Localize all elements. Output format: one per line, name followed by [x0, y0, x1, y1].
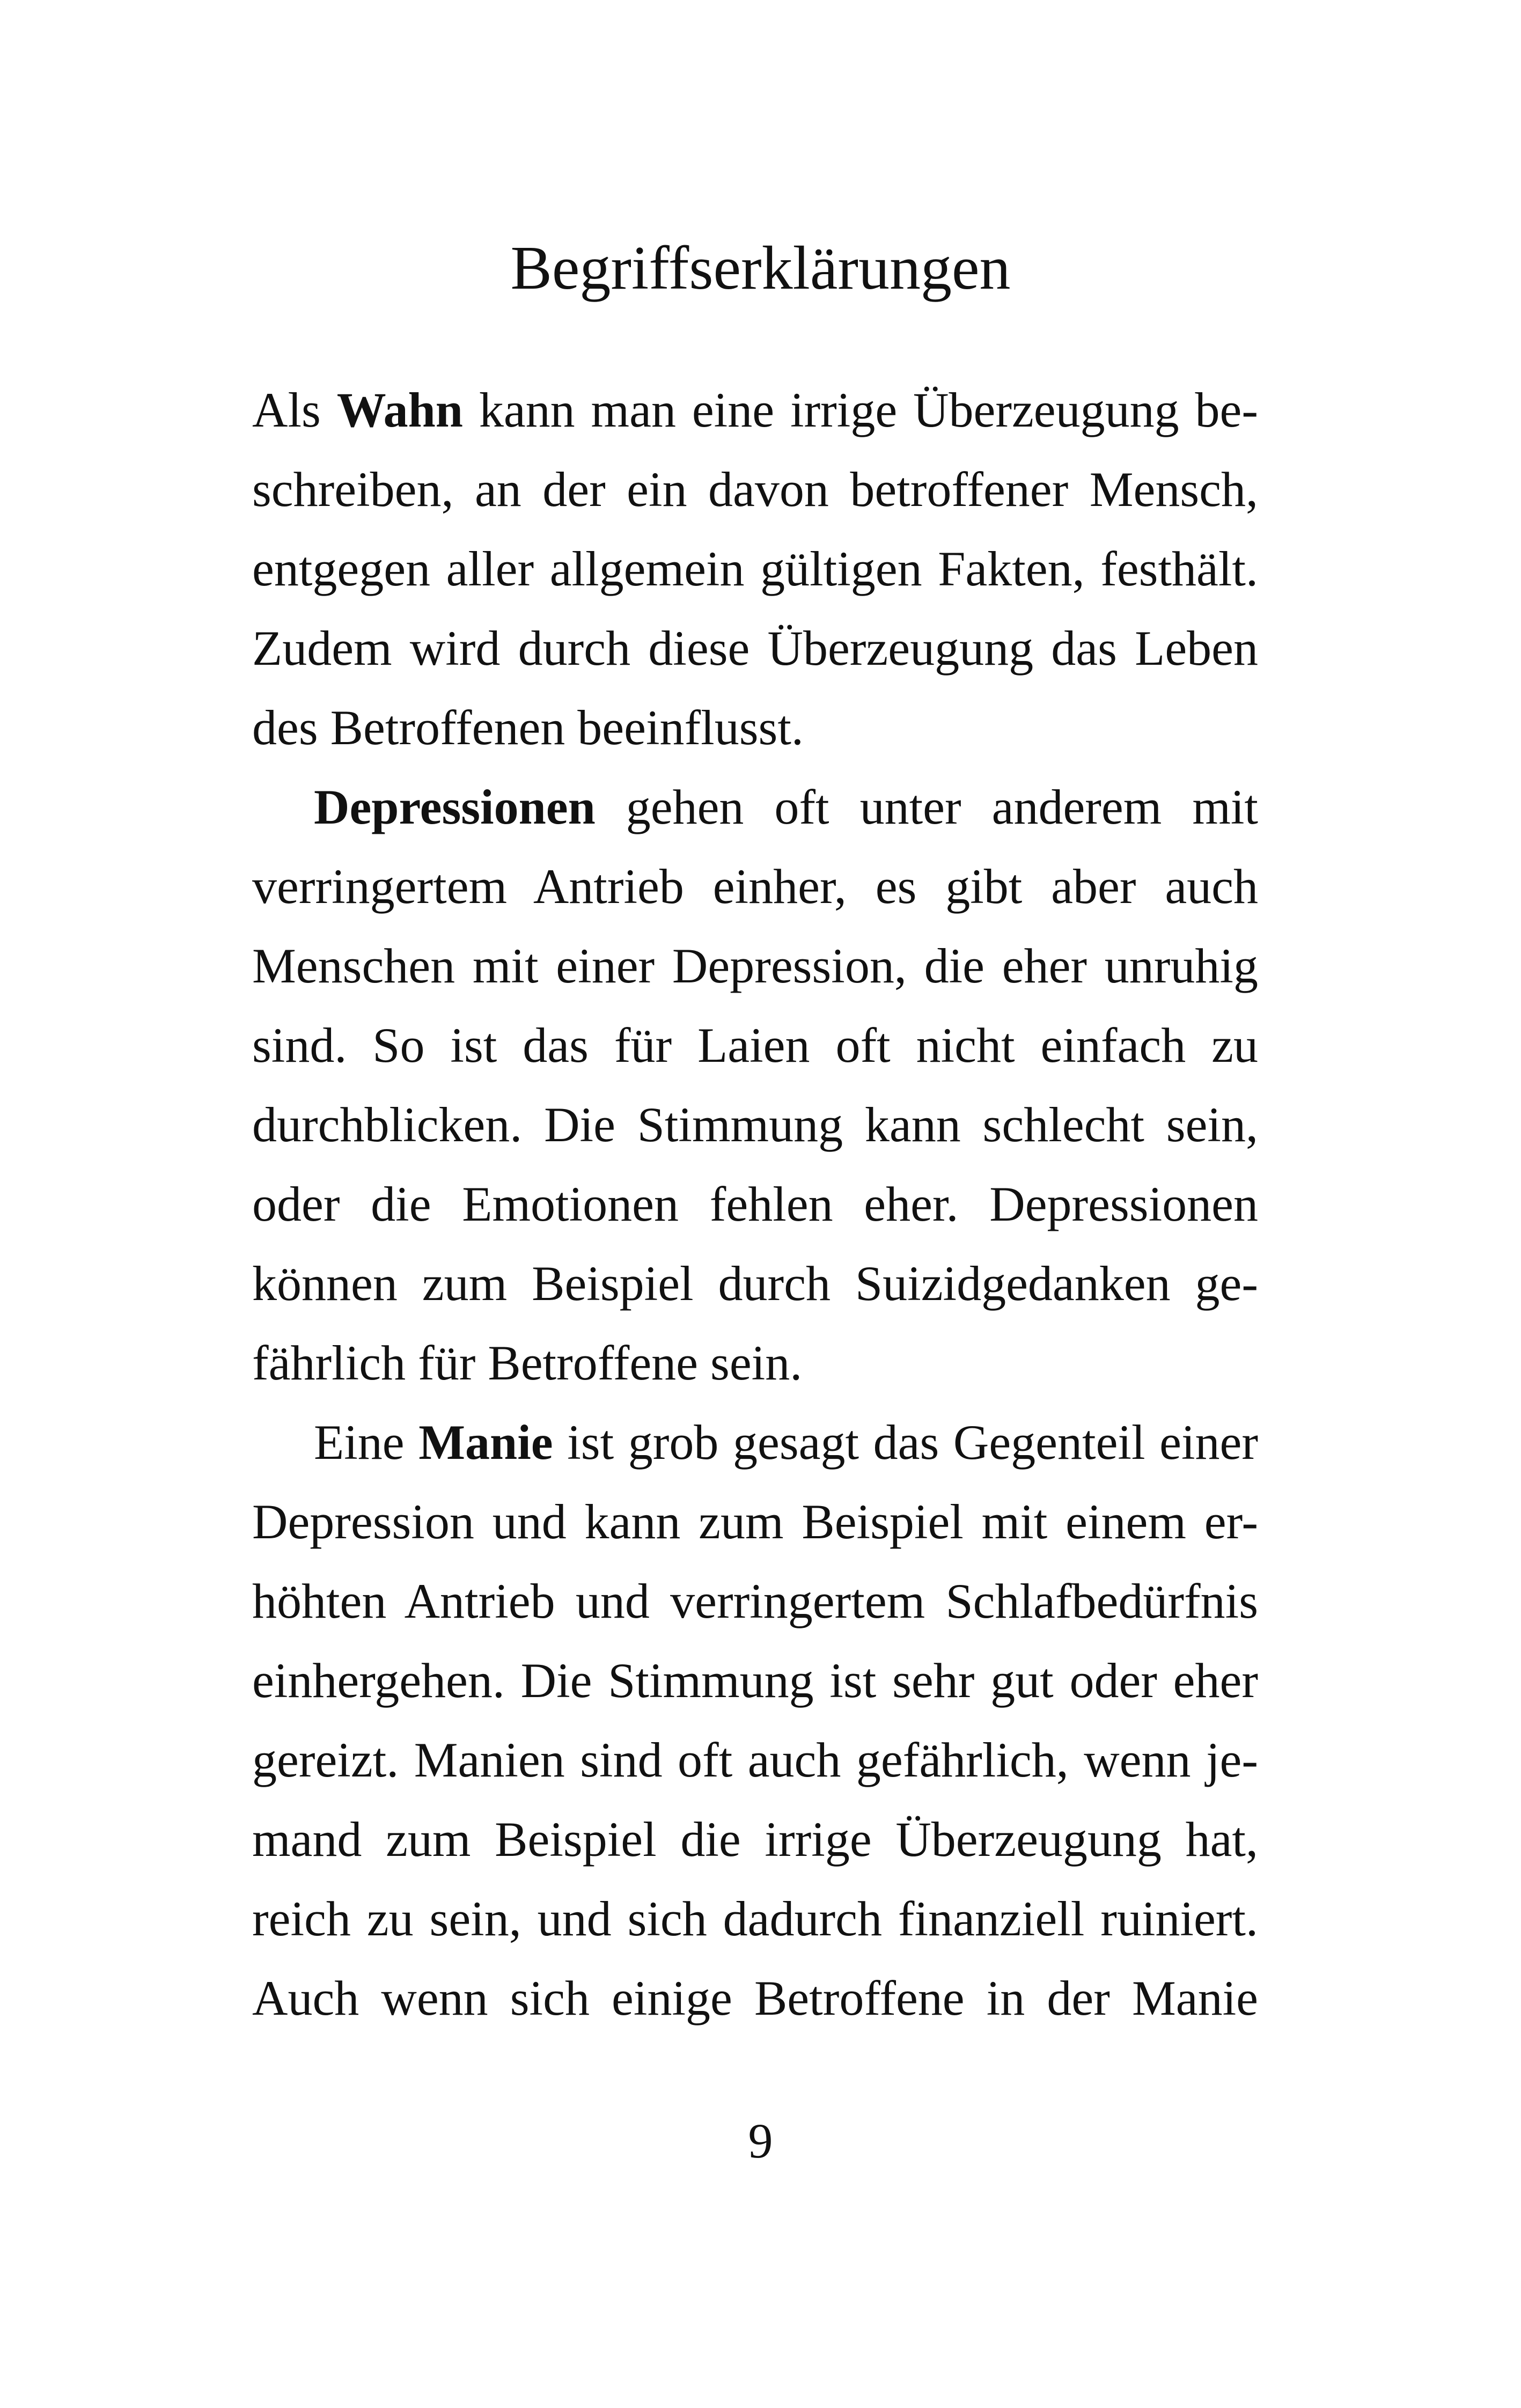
text-run: Depression und kann zum Beispiel mit einem er- [252, 1494, 1258, 1549]
text-run: oder die Emotionen fehlen eher. Depressionen [252, 1177, 1258, 1231]
text-line [252, 847, 1258, 926]
text-run: reich zu sein, und sich dadurch finanziell ruiniert. [252, 1891, 1258, 1946]
text-run: gereizt. Manien sind oft auch gefährlich, wenn je- [252, 1732, 1258, 1787]
text-line [252, 450, 1258, 529]
text-run: schreiben, an der ein davon betroffener Mensch, [252, 462, 1258, 517]
paragraph [252, 767, 1258, 1403]
text-run: einhergehen. Die Stimmung ist sehr gut oder eher [252, 1653, 1258, 1708]
text-run: Als [252, 383, 337, 437]
text-line [252, 1164, 1258, 1244]
text-line [252, 1800, 1258, 1879]
text-run: gehen oft unter anderem mit [595, 780, 1258, 834]
text-line [252, 370, 1258, 450]
text-run: des Betroffenen beeinflusst. [252, 700, 804, 755]
text-line [252, 688, 1258, 767]
text-run: höhten Antrieb und verringertem Schlafbedürfnis [252, 1574, 1258, 1628]
text-run: kann man eine irrige Überzeugung be- [462, 383, 1258, 437]
text-run: Auch wenn sich einige Betroffene in der Manie [252, 1971, 1258, 2025]
bold-term: Manie [418, 1415, 553, 1470]
text-run: durchblicken. Die Stimmung kann schlecht sein, [252, 1097, 1258, 1152]
text-run: Eine [314, 1415, 419, 1470]
text-run: Zudem wird durch diese Überzeugung das Leben [252, 621, 1258, 676]
text-line [252, 1403, 1258, 1482]
text-run: mand zum Beispiel die irrige Überzeugung hat, [252, 1812, 1258, 1867]
text-run: entgegen aller allgemein gültigen Fakten, festhält. [252, 541, 1258, 596]
page-title: Begriffserklärungen [510, 234, 1011, 303]
text-line [252, 1720, 1258, 1800]
text-run: verringertem Antrieb einher, es gibt aber auch [252, 859, 1258, 914]
paragraph [252, 370, 1258, 767]
text-line [252, 1323, 1258, 1403]
text-line [252, 1482, 1258, 1561]
text-line [252, 1879, 1258, 1958]
text-line [252, 926, 1258, 1005]
bold-term: Depressionen [314, 780, 596, 834]
text-line [252, 1641, 1258, 1720]
text-line [252, 1561, 1258, 1641]
text-line [252, 1005, 1258, 1085]
text-line [252, 1244, 1258, 1323]
paragraph [252, 1403, 1258, 2038]
bold-term: Wahn [336, 383, 463, 437]
text-run: Menschen mit einer Depression, die eher unruhig [252, 938, 1258, 993]
page-number: 9 [748, 2113, 773, 2168]
text-run: fährlich für Betroffene sein. [252, 1335, 803, 1390]
text-run: sind. So ist das für Laien oft nicht einfach zu [252, 1018, 1258, 1073]
text-line [252, 1085, 1258, 1164]
text-line [252, 1958, 1258, 2038]
text-line [252, 608, 1258, 688]
body-text [252, 370, 1258, 2038]
text-run: ist grob gesagt das Gegenteil einer [553, 1415, 1259, 1470]
text-line [252, 767, 1258, 847]
text-line [252, 529, 1258, 608]
text-run: können zum Beispiel durch Suizidgedanken ge- [252, 1256, 1258, 1311]
